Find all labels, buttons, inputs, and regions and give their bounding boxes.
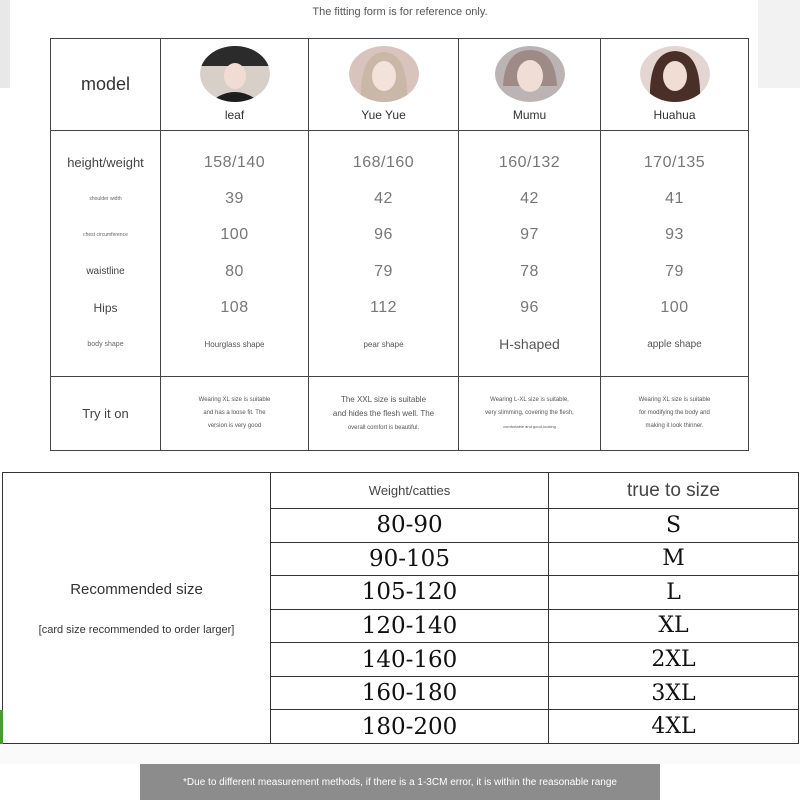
- label-hips: Hips: [93, 300, 118, 315]
- size-value: 2XL: [651, 647, 696, 673]
- stat-chest: 97: [520, 226, 539, 244]
- try-on-row: [51, 377, 749, 451]
- header-weight: Weight/catties: [368, 482, 451, 498]
- stat-height-weight: 158/140: [203, 153, 266, 171]
- label-try-on: Try it on: [82, 405, 129, 421]
- reference-note: The fitting form is for reference only.: [312, 6, 488, 18]
- model-header-label: model: [80, 74, 131, 94]
- stat-height-weight: 160/132: [498, 153, 561, 171]
- avatar-photo-icon: [200, 46, 270, 102]
- model-header-label-cell: [51, 39, 161, 131]
- avatar-photo-icon: [495, 46, 565, 102]
- weight-range: 80-90: [376, 512, 443, 539]
- bottom-strip: [0, 744, 800, 764]
- stat-waist: 80: [225, 262, 244, 280]
- try-on-huahua: [601, 377, 749, 451]
- weight-range: 140-160: [361, 646, 458, 673]
- stat-shoulder: 41: [665, 189, 684, 207]
- model-cell-mumu: [459, 39, 601, 131]
- stat-body-shape: pear shape: [363, 339, 404, 349]
- model-fit-table: [50, 38, 749, 451]
- stat-chest: 96: [374, 226, 393, 244]
- try-on-label-cell: [51, 377, 161, 451]
- model-cell-leaf: [161, 39, 309, 131]
- try-on-leaf: [161, 377, 309, 451]
- recommended-size-title: Recommended size: [70, 580, 203, 598]
- try-on-mumu: [459, 377, 601, 451]
- size-value: 3XL: [651, 680, 696, 706]
- label-waistline: waistline: [86, 266, 125, 278]
- header-true-to-size: true to size: [627, 479, 720, 501]
- stat-body-shape: apple shape: [647, 338, 702, 350]
- size-recommendation-table: [2, 472, 799, 744]
- size-value: 4XL: [651, 714, 696, 740]
- stat-hips: 112: [369, 298, 397, 316]
- stat-waist: 79: [665, 262, 684, 280]
- stat-body-shape: Hourglass shape: [204, 339, 265, 349]
- model-cell-yueyue: [309, 39, 459, 131]
- stat-shoulder: 39: [225, 189, 244, 207]
- size-value: M: [662, 546, 685, 572]
- recommended-size-note: [card size recommended to order larger]: [38, 623, 235, 636]
- measurement-labels-cell: [51, 131, 161, 377]
- size-value: S: [665, 512, 682, 538]
- recommended-size-cell: [3, 473, 271, 744]
- stat-hips: 100: [660, 298, 689, 316]
- model-name: Mumu: [512, 107, 547, 122]
- stat-waist: 79: [374, 262, 393, 280]
- try-on-note: The XXL size is suitable and hides the flesh well. The overall comfort is beautiful.: [332, 394, 435, 431]
- weight-range: 90-105: [369, 545, 450, 572]
- label-height-weight: height/weight: [67, 155, 144, 171]
- section-divider: [0, 458, 800, 472]
- measurements-huahua: [601, 131, 749, 377]
- try-on-note: Wearing XL size is suitable for modifying the body and making it look thinner.: [638, 397, 711, 429]
- weight-range: 120-140: [361, 612, 458, 639]
- header-size-cell: [549, 473, 799, 509]
- avatar-photo-icon: [349, 46, 419, 102]
- model-cell-huahua: [601, 39, 749, 131]
- model-name: Huahua: [653, 107, 696, 122]
- try-on-note: Wearing XL size is suitable and has a loose fit. The version is very good: [198, 397, 271, 429]
- stat-chest: 100: [220, 226, 249, 244]
- stat-hips: 108: [220, 298, 249, 316]
- avatar-photo-icon: [640, 46, 710, 102]
- measurements-mumu: [459, 131, 601, 377]
- weight-range: 160-180: [361, 680, 458, 707]
- stat-height-weight: 170/135: [643, 153, 706, 171]
- stat-hips: 96: [520, 298, 539, 316]
- background-panel-right-lower: [758, 88, 800, 458]
- model-name: Yue Yue: [361, 107, 406, 122]
- weight-range: 180-200: [361, 713, 458, 740]
- weight-range: 105-120: [361, 579, 458, 606]
- label-body-shape: body shape: [87, 340, 124, 348]
- stat-height-weight: 168/160: [352, 153, 415, 171]
- measurement-disclaimer: *Due to different measurement methods, if there is a 1-3CM error, it is within the reasonable range: [140, 764, 660, 800]
- try-on-note: Wearing L-XL size is suitable, very slimming, covering the flesh, comfortable and good-looking: [485, 397, 574, 429]
- measurements-leaf: [161, 131, 309, 377]
- label-chest: chest circumference: [83, 232, 128, 239]
- stat-body-shape: H-shaped: [499, 336, 560, 353]
- stat-shoulder: 42: [374, 189, 393, 207]
- size-value: L: [666, 579, 681, 605]
- stat-chest: 93: [665, 226, 684, 244]
- measurements-row: [51, 131, 749, 377]
- header-weight-cell: [271, 473, 549, 509]
- size-header-row: [3, 473, 799, 509]
- stat-shoulder: 42: [520, 189, 539, 207]
- model-header-row: [51, 39, 749, 131]
- measurements-yueyue: [309, 131, 459, 377]
- try-on-yueyue: [309, 377, 459, 451]
- label-shoulder-width: shoulder width: [89, 195, 122, 202]
- size-value: XL: [658, 613, 689, 639]
- model-name: leaf: [224, 107, 245, 122]
- accent-bar: [0, 710, 3, 744]
- stat-waist: 78: [520, 262, 539, 280]
